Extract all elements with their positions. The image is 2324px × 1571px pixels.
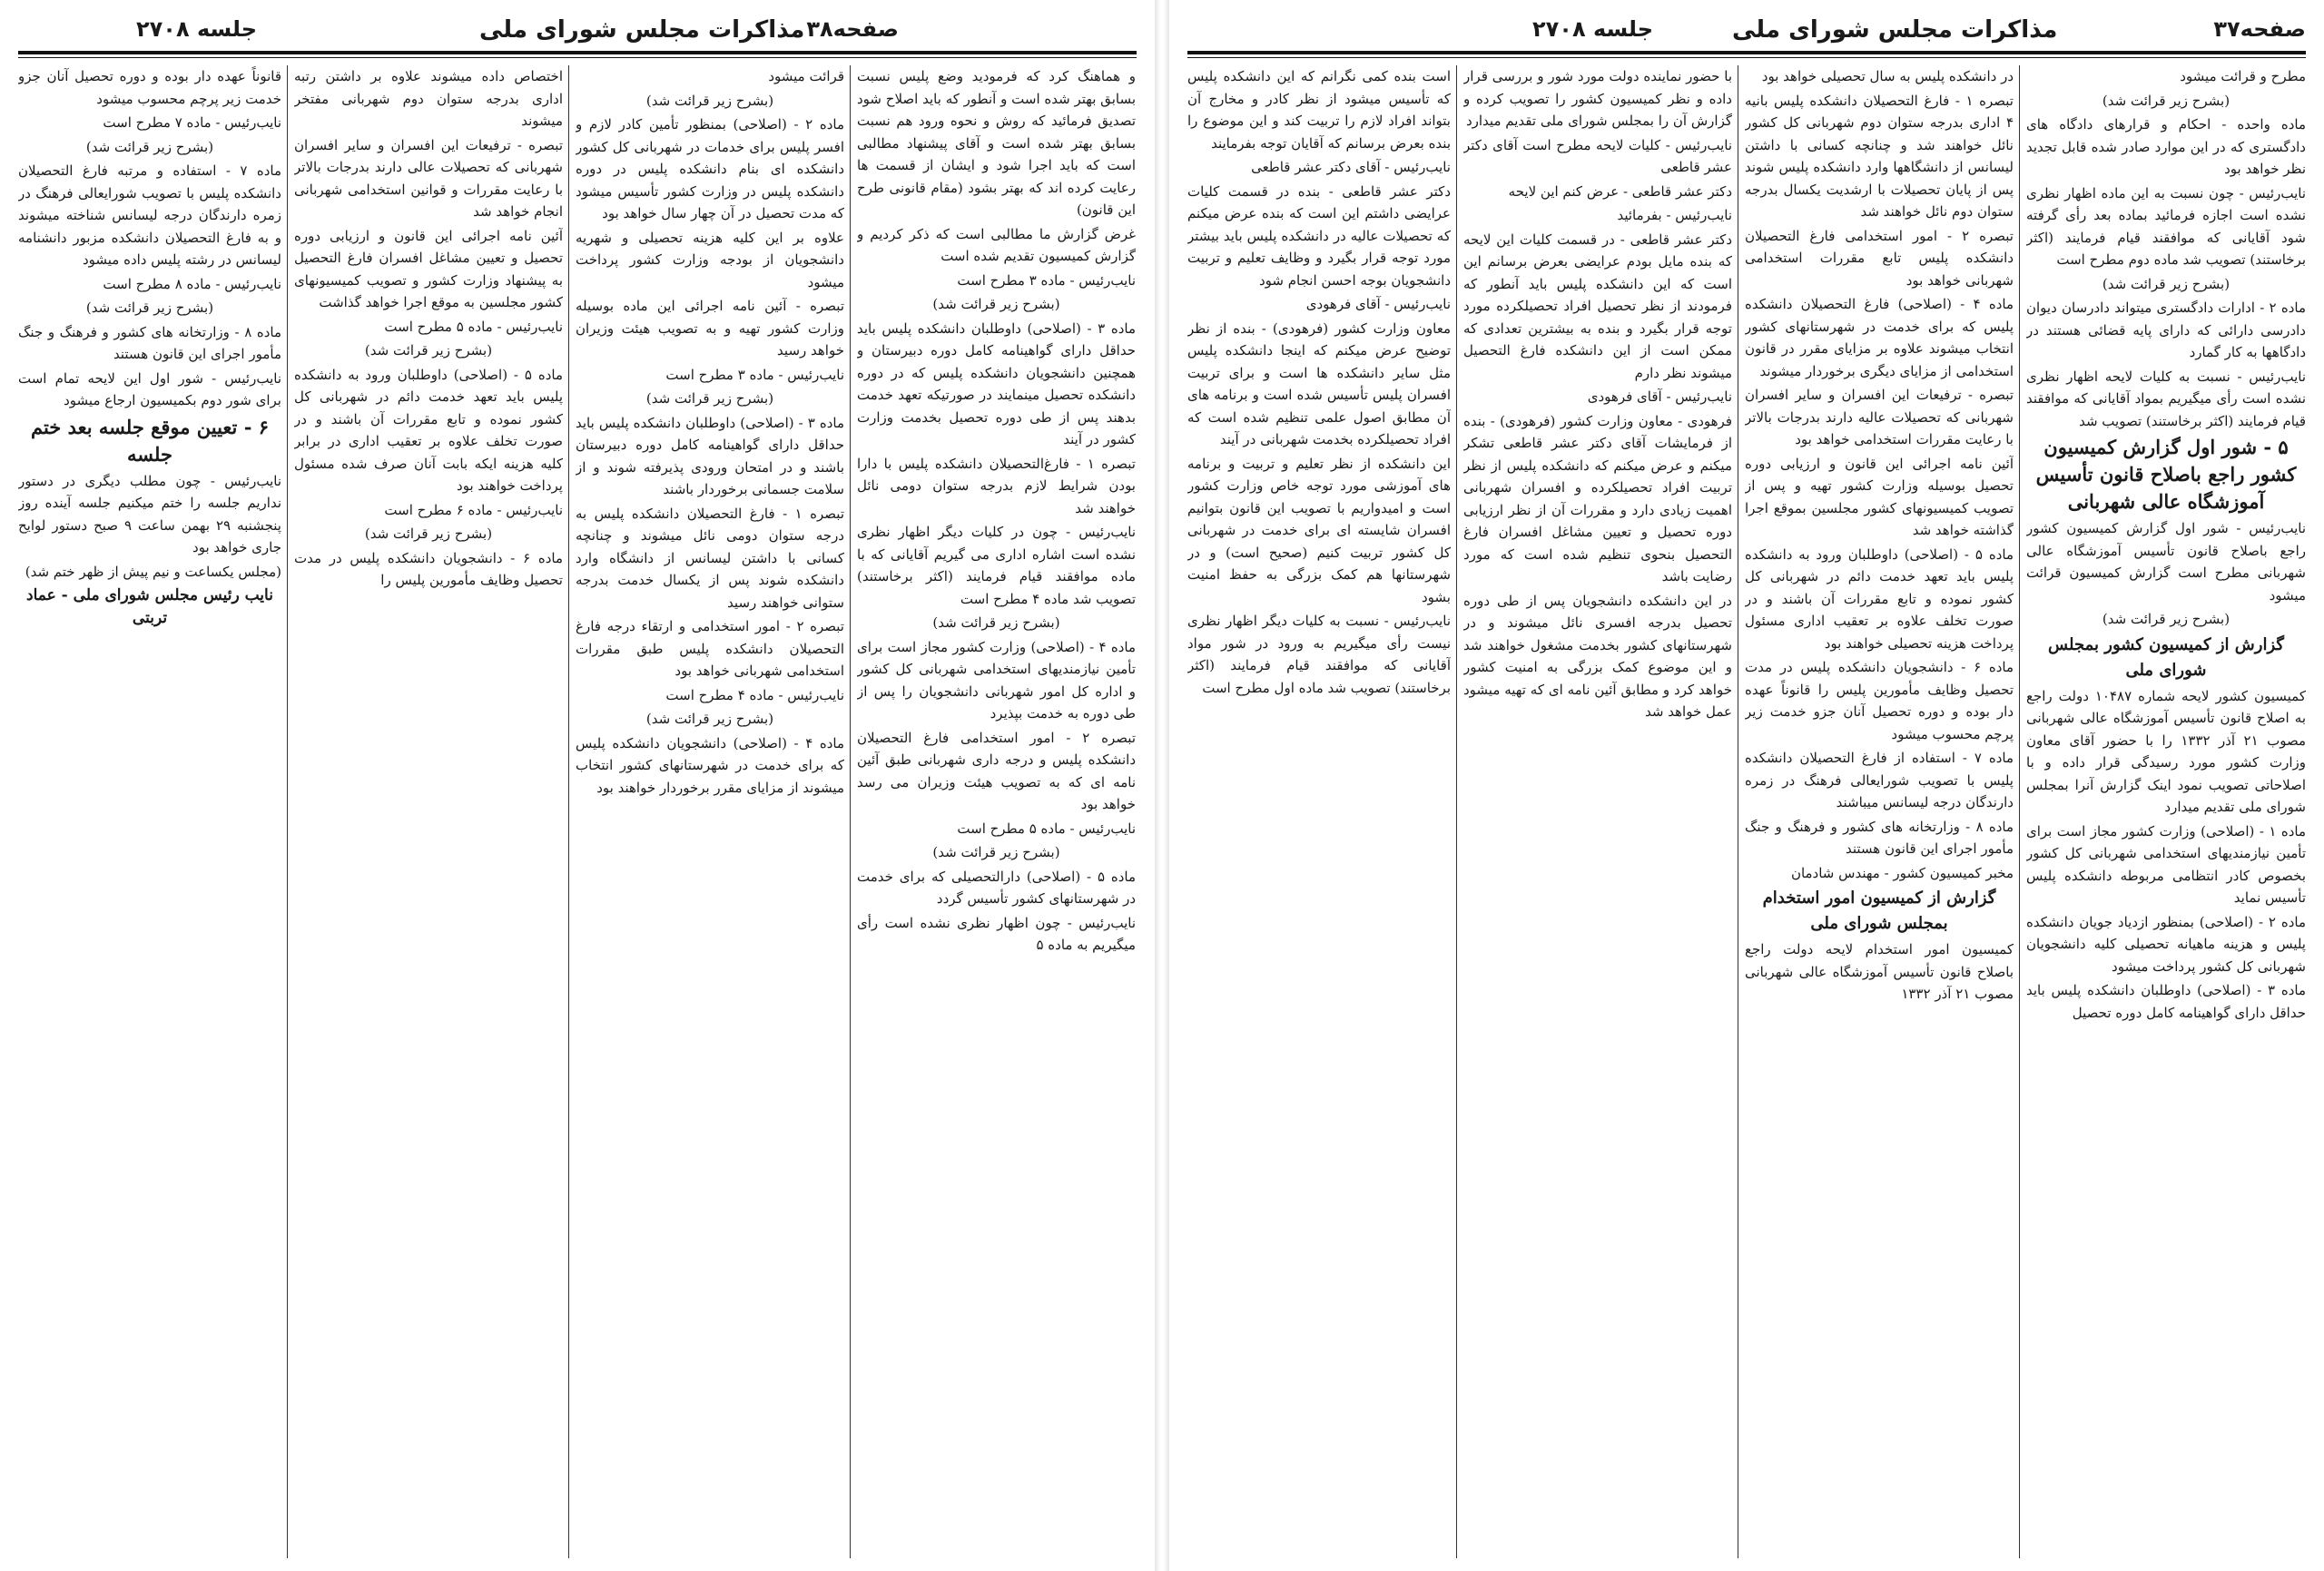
paragraph: (بشرح زیر قرائت شد) bbox=[2102, 92, 2230, 109]
paragraph: نایب‌رئیس - ماده ۴ مطرح است bbox=[665, 686, 844, 703]
paragraph: نایب‌رئیس - نسبت به کلیات لایحه اظهار نظری نشده است رأی میگیریم بمواد آقایانی که موافقند قیام فرمایند (اکثر برخاستند) تصویب شد bbox=[2026, 368, 2306, 429]
right-column-4 bbox=[1187, 65, 1451, 1558]
paragraph: تبصره ۲ - امور استخدامی فارغ التحصیلان دانشکده پلیس و درجه داری شهربانی طبق آئین نامه ای که به تصویب هیئت وزیران می رسد خواهد بود bbox=[857, 729, 1136, 812]
paragraph: (بشرح زیر قرائت شد) bbox=[85, 138, 214, 155]
paragraph: نایب‌رئیس - ماده ۷ مطرح است bbox=[103, 114, 281, 131]
paragraph: نایب‌رئیس - ماده ۸ مطرح است bbox=[103, 275, 281, 292]
paragraph: معاون وزارت کشور (فرهودی) - بنده از نظر توضیح عرض میکنم که اینجا دانشکده پلیس مثل سایر دانشکده ها است و برای تربیت افسران پلیس تأسیس شده است و برنامه های آن مطابق اصول علمی تنظیم شده است که افراد تحصیلکرده بخدمت شهربانی در آیند bbox=[1187, 319, 1451, 447]
paragraph: دکتر عشر قاطعی - در قسمت کلیات این لایحه که بنده مایل بودم عرایضی بعرض برسانم این است که این دانشکده پلیس باید آنطور که فرمودند از نظر تحصیل افراد تحصیلکرده مورد توجه قرار بگیرد و بنده به بیشترین تعدادی که ممکن است از این دانشکده فارغ التحصیل میشوند نظر دارم bbox=[1463, 231, 1732, 381]
paragraph: نایب‌رئیس - آقای فرهودی bbox=[1305, 296, 1451, 312]
left-column-4 bbox=[18, 65, 281, 1558]
paragraph: تبصره ۱ - فارغ التحصیلان دانشکده پلیس به درجه ستوان دومی نائل میشوند و چنانچه کسانی با داشتن لیسانس از دانشگاه وارد دانشکده شوند پس از یکسال خدمت بدرجه ستوانی خواهند رسید bbox=[576, 505, 844, 611]
paragraph: نایب‌رئیس - چون در کلیات دیگر اظهار نظری نشده است اشاره اداری می گیریم آقایانی که با ماده موافقند قیام فرمایند (اکثر برخاستند) تصویب شد ماده ۴ مطرح است bbox=[857, 524, 1136, 607]
paragraph: تبصره - ترفیعات این افسران و سایر افسران شهربانی که تحصیلات عالی دارند بدرجات بالاتر با رعایت مقررات و قوانین استخدامی شهربانی انجام خواهد شد bbox=[294, 136, 563, 220]
paragraph: تبصره ۱ - فارغ التحصیلان دانشکده پلیس بانیه ۴ اداری بدرجه ستوان دوم شهربانی کل کشور نائل خواهند شد و چنانچه کسانی با داشتن لیسانس از دانشگاهها وارد دانشکده پلیس شوند پس از پایان تحصیلات با ارشدیت یکسال بدرجه ستوان دوم نائل خواهند شد bbox=[1745, 92, 2014, 220]
paragraph: ماده ۱ - (اصلاحی) وزارت کشور مجاز است برای تأمین نیازمندیهای استخدامی شهربانی کل کشور بخصوص کادر انتظامی مربوطه دانشکده پلیس تأسیس نماید bbox=[2026, 822, 2306, 906]
left-column-2 bbox=[576, 65, 844, 1558]
paragraph: قانوناً عهده دار بوده و دوره تحصیل آنان جزو خدمت زیر پرچم محسوب میشود bbox=[18, 68, 281, 107]
paragraph: اختصاص داده میشوند علاوه بر داشتن رتبه اداری بدرجه ستوان دوم شهربانی مفتخر میشوند bbox=[294, 68, 563, 129]
paragraph: (بشرح زیر قرائت شد) bbox=[85, 299, 214, 316]
column-divider bbox=[287, 65, 288, 1558]
paragraph: ماده واحده - احکام و قرارهای دادگاه های دادگستری که در این موارد صادر شده قابل تجدید نظر خواهد بود bbox=[2026, 116, 2306, 177]
paragraph: (مجلس یکساعت و نیم پیش از ظهر ختم شد) bbox=[25, 563, 281, 580]
paragraph: آئین نامه اجرائی این قانون و ارزیابی دوره تحصیل بوسیله وزارت کشور تهیه و پس از تصویب کمیسیونهای کشور مجلسین بموقع اجرا گذاشته خواهد شد bbox=[1745, 455, 2014, 538]
paragraph: (بشرح زیر قرائت شد) bbox=[364, 525, 493, 542]
paragraph: ماده ۷ - استفاده و مرتبه فارغ التحصیلان دانشکده پلیس با تصویب شورایعالی فرهنگ در زمره دارندگان درجه لیسانس شناخته میشوند و به فارغ التحصیلان دانشکده مزبور دانشنامه لیسانس در رشته پلیس داده میشود bbox=[18, 162, 281, 268]
paragraph: ماده ۶ - دانشجویان دانشکده پلیس در مدت تحصیل وظایف مأمورین پلیس را قانوناً عهده دار بوده و دوره تحصیل آنان جزو خدمت زیر پرچم محسوب میشود bbox=[1745, 659, 2014, 742]
right-column-1 bbox=[2026, 65, 2306, 1558]
paragraph: ۵ - شور اول گزارش کمیسیون کشور راجع باصلاح قانون تأسیس آموزشگاه عالی شهربانی bbox=[2035, 436, 2297, 513]
right-page bbox=[1169, 0, 2324, 1571]
paragraph: (بشرح زیر قرائت شد) bbox=[2102, 275, 2230, 292]
paragraph: ماده ۲ - (اصلاحی) بمنظور تأمین کادر لازم و افسر پلیس برای خدمات در شهربانی کل کشور دانشکده ای بنام دانشکده پلیس در دوره دانشکده پلیس در وزارت کشور تأسیس میشود که مدت تحصیل در آن چهار سال خواهد بود bbox=[576, 116, 844, 221]
left-header-rule bbox=[18, 51, 1137, 54]
paragraph: در دانشکده پلیس به سال تحصیلی خواهد بود bbox=[1761, 68, 2014, 84]
paragraph: ماده ۵ - (اصلاحی) دارالتحصیلی که برای خدمت در شهرستانهای کشور تأسیس گردد bbox=[857, 868, 1136, 907]
left-column-1 bbox=[857, 65, 1136, 1558]
paragraph: ماده ۴ - (اصلاحی) دانشجویان دانشکده پلیس که برای خدمت در شهرستانهای کشور انتخاب میشوند از مزایای مقرر برخوردار خواهند بود bbox=[576, 734, 844, 796]
paragraph: آئین نامه اجرائی این قانون و ارزیابی دوره تحصیل و تعیین مشاغل افسران فارغ التحصیل به پیشنهاد وزارت کشور و تصویب کمیسیونهای کشور مجلسین به موقع اجرا خواهد گذاشت bbox=[294, 227, 563, 310]
paragraph: نایب‌رئیس - نسبت به کلیات دیگر اظهار نظری نیست رأی میگیریم به ورود در شور مواد آقایانی که موافقند قیام فرمایند (اکثر برخاستند) تصویب شد ماده اول مطرح است bbox=[1187, 613, 1451, 696]
right-header-rule bbox=[1187, 51, 2306, 54]
paragraph: نایب‌رئیس - شور اول گزارش کمیسیون کشور راجع باصلاح قانون تأسیس آموزشگاه عالی شهربانی مطرح است گزارش کمیسیون قرائت میشود bbox=[2026, 520, 2306, 604]
paragraph: گزارش از کمیسیون کشور بمجلس شورای ملی bbox=[2048, 634, 2284, 680]
paragraph: ماده ۳ - (اصلاحی) داوطلبان دانشکده پلیس باید حداقل دارای گواهینامه کامل دوره تحصیل bbox=[2026, 982, 2306, 1021]
right-header-rule-thin bbox=[1187, 57, 2306, 58]
column-divider bbox=[2019, 65, 2020, 1558]
paragraph: نایب‌رئیس - کلیات لایحه مطرح است آقای دکتر عشر قاطعی bbox=[1463, 136, 1732, 175]
paragraph: ماده ۲ - ادارات دادگستری میتواند دادرسان دیوان دادرسی دارائی که دارای پایه قضائی هستند در دادگاهها به کار گمارد bbox=[2026, 299, 2306, 360]
column-divider bbox=[850, 65, 851, 1558]
left-page bbox=[0, 0, 1155, 1571]
paragraph: قرائت میشود bbox=[768, 68, 844, 84]
right-page-number: صفحه۳۷ bbox=[2213, 16, 2306, 42]
paragraph: نایب رئیس مجلس شورای ملی - عماد تربتی bbox=[26, 586, 273, 627]
paragraph: فرهودی - معاون وزارت کشور (فرهودی) - بنده از فرمایشات آقای دکتر عشر قاطعی تشکر میکنم و عرض میکنم که دانشکده پلیس از نظر تربیت افراد تحصیلکرده و افسران شهربانی اهمیت زیادی دارد و مقررات آن از نظر ارزیابی دوره تحصیل و تعیین مشاغل افسران فارغ التحصیل بنحوی تنظیم شده است که مورد رضایت باشد bbox=[1463, 412, 1732, 584]
column-divider bbox=[568, 65, 569, 1558]
paragraph: نایب‌رئیس - ماده ۵ مطرح است bbox=[384, 318, 563, 335]
right-column-2 bbox=[1745, 65, 2014, 1558]
paragraph: این دانشکده از نظر تعلیم و تربیت و برنامه های آموزشی مورد توجه خاص وزارت کشور است و امیدواریم با تصویب این قانون بتوانیم افسران شایسته ای برای خدمت در شهربانی کل کشور تربیت کنیم (صحیح است) و در شهرستانها هم کمک بزرگی به حفظ امنیت بشود bbox=[1187, 455, 1451, 605]
paragraph: تبصره - آئین نامه اجرائی این ماده بوسیله وزارت کشور تهیه و به تصویب هیئت وزیران خواهد رسید bbox=[576, 298, 844, 358]
paragraph: نایب‌رئیس - ماده ۶ مطرح است bbox=[384, 501, 563, 518]
paragraph: نایب‌رئیس - چون اظهار نظری نشده است رأی میگیریم به ماده ۵ bbox=[857, 914, 1136, 953]
left-session-label: جلسه ۲۷۰۸ bbox=[136, 16, 258, 42]
paragraph: دکتر عشر قاطعی - بنده در قسمت کلیات عرایضی داشتم این است که بنده عرض میکنم که تحصیلات عالیه در دانشکده پلیس باید بیشتر مورد توجه قرار بگیرد و وظایف تعلیم و تربیت دانشجویان بوجه احسن انجام شود bbox=[1187, 182, 1451, 289]
paragraph: تبصره - ترفیعات این افسران و سایر افسران شهربانی که تحصیلات عالیه دارند بدرجات بالاتر با رعایت مقررات استخدامی خواهد بود bbox=[1745, 387, 2014, 447]
paragraph: ماده ۴ - (اصلاحی) وزارت کشور مجاز است برای تأمین نیازمندیهای استخدامی شهربانی کل کشور و اداره کل امور شهربانی دانشجویان را پس از طی دوره به خدمت بپذیرد bbox=[857, 638, 1136, 722]
paragraph: ۶ - تعیین موقع جلسه بعد ختم جلسه bbox=[30, 415, 270, 466]
right-session-label: جلسه ۲۷۰۸ bbox=[1532, 16, 1654, 42]
paragraph: در این دانشکده دانشجویان پس از طی دوره تحصیل بدرجه افسری نائل میشوند و در شهرستانهای کشور بخدمت مشغول خواهند شد و این موضوع کمک بزرگی به امنیت کشور خواهد کرد و مطابق آئین نامه ای که تهیه میشود عمل خواهد شد bbox=[1463, 592, 1732, 720]
paragraph: ماده ۳ - (اصلاحی) داوطلبان دانشکده پلیس باید حداقل دارای گواهینامه کامل دوره دبیرستان باشند و در امتحان ورودی پذیرفته شوند و از سلامت جسمانی برخوردار باشند bbox=[576, 414, 844, 497]
paragraph: ماده ۵ - (اصلاحی) داوطلبان ورود به دانشکده پلیس باید تعهد خدمت دائم در شهربانی کل کشور نموده و تابع مقررات آن باشند و در صورت تخلف علاوه بر تعقیب اداری در برابر کلیه هزینه ایکه بابت آنان صرف شده مسئول پرداخت خواهند بود bbox=[294, 366, 563, 494]
right-column-3 bbox=[1463, 65, 1732, 1558]
paragraph: نایب‌رئیس - ماده ۵ مطرح است bbox=[957, 820, 1136, 837]
paragraph: علاوه بر این کلیه هزینه تحصیلی و شهریه دانشجویان از بودجه وزارت کشور پرداخت میشود bbox=[576, 229, 844, 290]
left-page-body bbox=[18, 65, 1137, 1558]
paragraph: (بشرح زیر قرائت شد) bbox=[364, 342, 493, 358]
paragraph: نایب‌رئیس - چون مطلب دیگری در دستور نداریم جلسه را ختم میکنیم جلسه آینده روز پنجشنبه ۲۹ بهمن ساعت ۹ صبح دستور لوایح جاری خواهد بود bbox=[18, 472, 281, 555]
paragraph: ماده ۲ - (اصلاحی) بمنظور ازدیاد جویان دانشکده پلیس و هزینه ماهیانه تحصیلی کلیه دانشجویان شهربانی کل کشور پرداخت میشود bbox=[2026, 913, 2306, 975]
column-divider bbox=[1456, 65, 1457, 1558]
paragraph: نایب‌رئیس - آقای دکتر عشر قاطعی bbox=[1251, 159, 1451, 175]
paragraph: ماده ۴ - (اصلاحی) فارغ التحصیلان دانشکده پلیس که برای خدمت در شهرستانهای کشور انتخاب میشوند علاوه بر مزایای مقرر در قانون استخدامی از مزایای دیگری برخوردار میشوند bbox=[1745, 296, 2014, 379]
paragraph: مخبر کمیسیون کشور - مهندس شادمان bbox=[1790, 864, 2014, 881]
paragraph: ماده ۶ - دانشجویان دانشکده پلیس در مدت تحصیل وظایف مأمورین پلیس را bbox=[294, 549, 563, 588]
paragraph: (بشرح زیر قرائت شد) bbox=[645, 390, 774, 407]
paragraph: نایب‌رئیس - چون نسبت به این ماده اظهار نظری نشده است اجازه فرمائید بماده بعد رأی گرفته شود آقایانی که موافقند قیام فرمایند (اکثر برخاستند) تصویب شد ماده دوم مطرح است bbox=[2026, 184, 2306, 268]
left-header-rule-thin bbox=[18, 57, 1137, 58]
paragraph: نایب‌رئیس - آقای فرهودی bbox=[1587, 388, 1732, 405]
paragraph: (بشرح زیر قرائت شد) bbox=[2102, 611, 2230, 627]
paragraph: ماده ۵ - (اصلاحی) داوطلبان ورود به دانشکده پلیس باید تعهد خدمت دائم در شهربانی کل کشور نموده و تابع مقررات آن باشند و در صورت تخلف علاوه بر تعقیب اداری مسئول پرداخت هزینه تحصیلی خواهند بود bbox=[1745, 545, 2014, 652]
paragraph: با حضور نماینده دولت مورد شور و بررسی قرار داده و نظر کمیسیون کشور را تصویب کرده و گزارش آن را بمجلس شورای ملی تقدیم میدارد bbox=[1463, 68, 1732, 129]
paragraph: غرض گزارش ما مطالبی است که ذکر کردیم و گزارش کمیسیون تقدیم شده است bbox=[857, 225, 1136, 264]
paragraph: (بشرح زیر قرائت شد) bbox=[645, 92, 774, 109]
left-column-3 bbox=[294, 65, 563, 1558]
book-gutter bbox=[1155, 0, 1169, 1571]
paragraph: و هماهنگ کرد که فرمودید وضع پلیس نسبت بسابق بهتر شده است و آنطور که باید اصلاح شود تصدیق فرمائید که روش و نحوه ورود هم نسبت بسابق بهتر شده است و آقای پیشنهاد مطالبی است که باید اجرا شود و ایشان از قسمت ها رعایت کرده اند که بهتر بشود (مقام قانونی طرح این قانون) bbox=[857, 68, 1136, 218]
paragraph: نایب‌رئیس - ماده ۳ مطرح است bbox=[957, 271, 1136, 289]
paragraph: کمیسیون امور استخدام لایحه دولت راجع باصلاح قانون تأسیس آموزشگاه عالی شهربانی مصوب ۲۱ آذر ۱۳۳۲ bbox=[1745, 941, 2014, 1002]
right-page-body bbox=[1187, 65, 2306, 1558]
paragraph: ماده ۳ - (اصلاحی) داوطلبان دانشکده پلیس باید حداقل دارای گواهینامه کامل دوره دبیرستان و همچنین دانشجویان دانشکده پلیس که در دوره دانشکده تحصیل مینمایند در صورتیکه تعهد خدمت بدهند پس از طی دوره تحصیل بخدمت وزارت کشور در آیند bbox=[857, 319, 1136, 447]
paragraph: تبصره ۱ - فارغ‌التحصیلان دانشکده پلیس با دارا بودن شرایط لازم بدرجه ستوان دومی نائل خواهند شد bbox=[857, 455, 1136, 516]
paragraph: دکتر عشر قاطعی - عرض کنم این لایحه bbox=[1508, 182, 1732, 200]
paragraph: (بشرح زیر قرائت شد) bbox=[932, 844, 1060, 860]
paragraph: ماده ۸ - وزارتخانه های کشور و فرهنگ و جنگ مأمور اجرای این قانون هستند bbox=[1745, 818, 2014, 857]
paragraph: (بشرح زیر قرائت شد) bbox=[645, 711, 774, 727]
paragraph: است بنده کمی نگرانم که این دانشکده پلیس که تأسیس میشود از نظر کادر و مخارج آن بتواند افراد لازم را تربیت کند و این موضوع را بنده بعرض برسانم که آقایان توجه بفرمایند bbox=[1187, 68, 1451, 152]
paragraph: گزارش از کمیسیون امور استخدام بمجلس شورای ملی bbox=[1762, 889, 1996, 933]
paragraph: مطرح و قرائت میشود bbox=[2180, 68, 2306, 84]
right-journal-title: مذاکرات مجلس شورای ملی bbox=[1732, 16, 2058, 44]
paragraph: (بشرح زیر قرائت شد) bbox=[932, 296, 1060, 312]
paragraph: نایب‌رئیس - بفرمائید bbox=[1617, 207, 1732, 223]
paragraph: نایب‌رئیس - ماده ۳ مطرح است bbox=[665, 366, 844, 383]
paragraph: تبصره ۲ - امور استخدامی فارغ التحصیلان دانشکده پلیس تابع مقررات استخدامی شهربانی خواهد بود bbox=[1745, 227, 2014, 289]
paragraph: (بشرح زیر قرائت شد) bbox=[932, 614, 1060, 631]
paragraph: کمیسیون کشور لایحه شماره ۱۰۴۸۷ دولت راجع به اصلاح قانون تأسیس آموزشگاه عالی شهربانی مصوب ۲۱ آذر ۱۳۳۲ را با حضور آقای معاون وزارت کشور مورد رسیدگی قرار داده و با اصلاحاتی تصویب نمود اینک گزارش آنرا بمجلس شورای ملی تقدیم میدارد bbox=[2026, 687, 2306, 815]
left-page-number: صفحه۳۸ bbox=[806, 16, 899, 42]
left-journal-title: مذاکرات مجلس شورای ملی bbox=[479, 16, 805, 44]
paragraph: ماده ۸ - وزارتخانه های کشور و فرهنگ و جنگ مأمور اجرای این قانون هستند bbox=[18, 323, 281, 362]
paragraph: تبصره ۲ - امور استخدامی و ارتقاء درجه فارغ التحصیلان دانشکده پلیس طبق مقررات استخدامی شهربانی خواهد بود bbox=[576, 618, 844, 679]
paragraph: نایب‌رئیس - شور اول این لایحه تمام است برای شور دوم بکمیسیون ارجاع میشود bbox=[18, 369, 281, 408]
paragraph: ماده ۷ - استفاده از فارغ التحصیلان دانشکده پلیس با تصویب شورایعالی فرهنگ در زمره دارندگان درجه لیسانس میباشند bbox=[1745, 750, 2014, 810]
